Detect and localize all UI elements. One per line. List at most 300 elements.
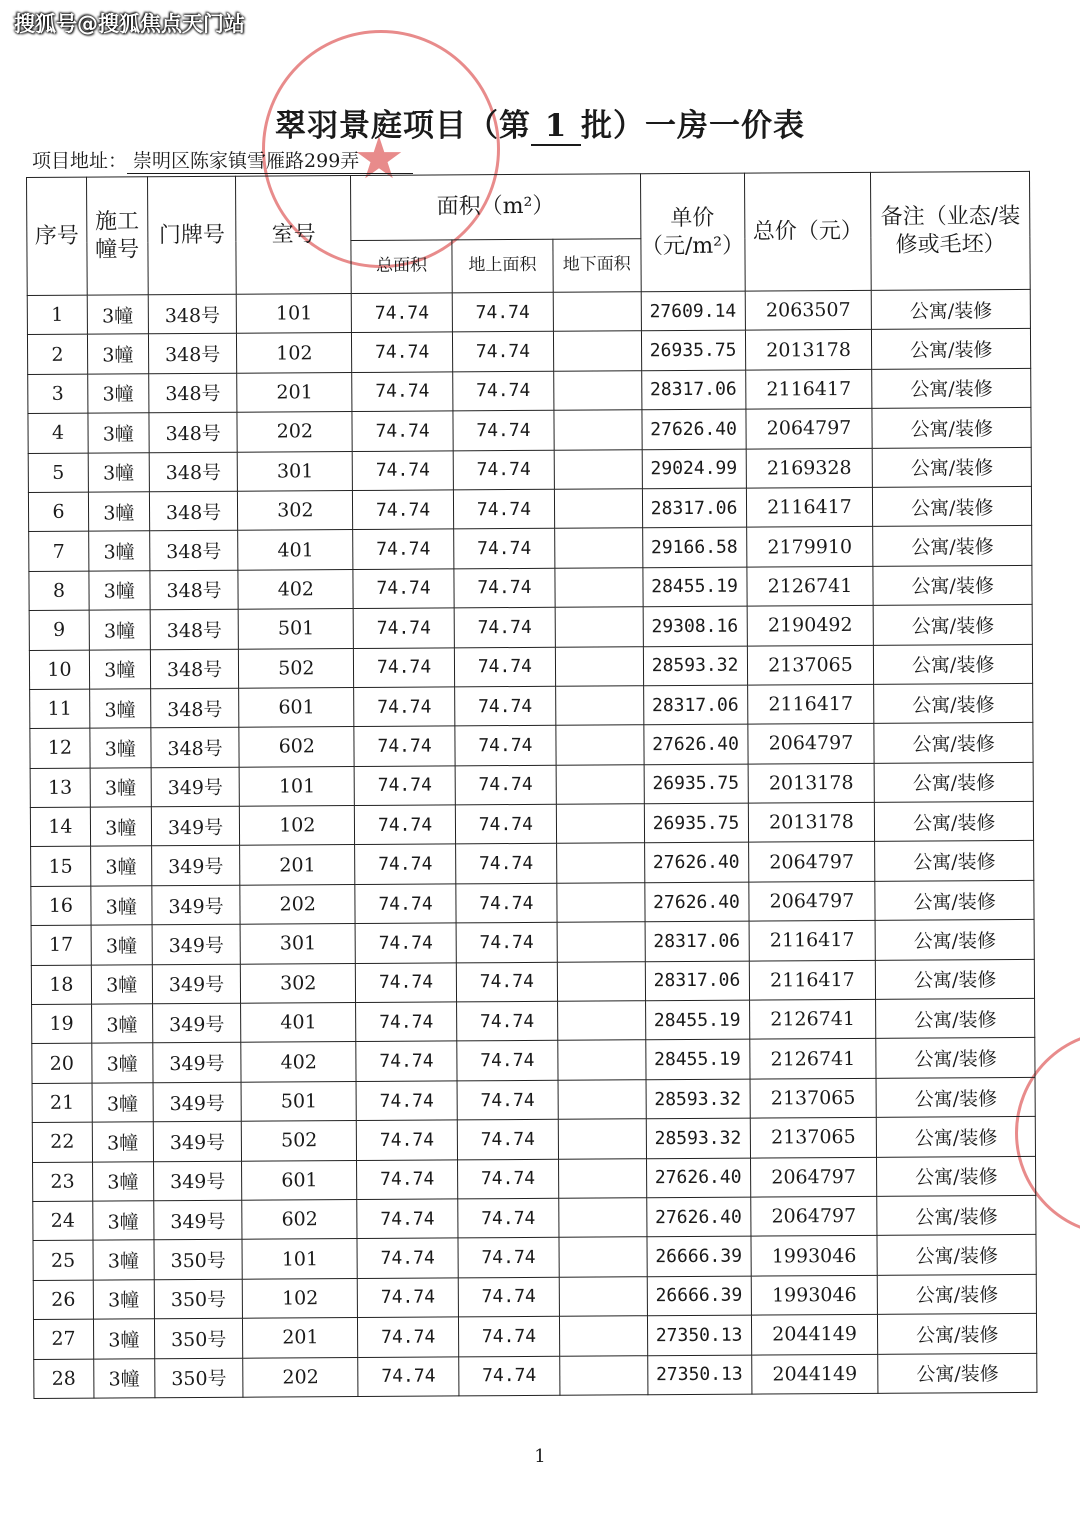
- cell-door: 349号: [152, 924, 241, 964]
- cell-total-price: 2137065: [750, 1078, 877, 1118]
- cell-building: 3幢: [92, 1122, 153, 1162]
- cell-building: 3幢: [92, 1083, 153, 1123]
- cell-above-area: 74.74: [455, 686, 556, 726]
- cell-below-area: [559, 1237, 647, 1277]
- cell-total-area: 74.74: [354, 687, 455, 727]
- header-area-group: 面积（m²）: [351, 174, 641, 241]
- project-address: [32, 146, 413, 174]
- header-room: 室号: [236, 176, 351, 295]
- cell-remark: 公寓/装修: [877, 1195, 1036, 1235]
- cell-total-price: 1993046: [751, 1275, 878, 1315]
- cell-room: 102: [240, 806, 355, 846]
- cell-total-price: 2013178: [748, 802, 875, 842]
- cell-remark: 公寓/装修: [876, 998, 1035, 1038]
- title-prefix: 翠羽景庭项目（第: [275, 108, 531, 144]
- cell-room: 501: [242, 1081, 357, 1121]
- cell-building: 3幢: [89, 649, 150, 689]
- cell-below-area: [558, 1040, 646, 1080]
- cell-above-area: 74.74: [458, 1198, 559, 1238]
- cell-total-price: 1993046: [751, 1236, 878, 1276]
- cell-total-area: 74.74: [358, 1317, 459, 1357]
- cell-below-area: [555, 686, 643, 726]
- cell-unit-price: 28455.19: [642, 567, 746, 607]
- table-row: [30, 683, 1033, 729]
- cell-door: 349号: [152, 1043, 241, 1083]
- cell-building: 3幢: [91, 925, 152, 965]
- cell-unit-price: 28317.06: [642, 488, 746, 528]
- cell-total-area: 74.74: [352, 372, 453, 412]
- cell-remark: 公寓/装修: [873, 526, 1032, 566]
- cell-building: 3幢: [93, 1240, 154, 1280]
- cell-seq: 23: [33, 1162, 93, 1202]
- cell-above-area: 74.74: [457, 1001, 558, 1041]
- cell-total-price: 2013178: [748, 763, 875, 803]
- cell-door: 349号: [152, 1003, 241, 1043]
- table-row: [29, 526, 1032, 572]
- cell-door: 350号: [154, 1318, 243, 1358]
- cell-total-price: 2169328: [746, 448, 873, 488]
- cell-below-area: [557, 961, 645, 1001]
- cell-total-area: 74.74: [355, 963, 456, 1003]
- cell-seq: 24: [33, 1201, 93, 1241]
- cell-total-price: 2064797: [746, 409, 873, 449]
- cell-below-area: [554, 410, 642, 450]
- cell-below-area: [560, 1355, 648, 1395]
- cell-room: 101: [237, 294, 352, 334]
- cell-remark: 公寓/装修: [874, 723, 1033, 763]
- cell-unit-price: 27350.13: [647, 1355, 751, 1395]
- cell-above-area: 74.74: [458, 1238, 559, 1278]
- cell-building: 3幢: [87, 295, 148, 335]
- cell-total-area: 74.74: [357, 1199, 458, 1239]
- cell-total-price: 2116417: [745, 369, 872, 409]
- cell-remark: 公寓/装修: [875, 801, 1034, 841]
- table-row: [33, 1195, 1036, 1241]
- cell-remark: 公寓/装修: [872, 368, 1031, 408]
- cell-door: 349号: [151, 846, 240, 886]
- cell-remark: 公寓/装修: [874, 683, 1033, 723]
- cell-remark: 公寓/装修: [878, 1274, 1037, 1314]
- cell-door: 348号: [149, 452, 238, 492]
- cell-above-area: 74.74: [457, 1159, 558, 1199]
- cell-unit-price: 27609.14: [641, 291, 745, 331]
- cell-remark: 公寓/装修: [877, 1117, 1036, 1157]
- table-row: [29, 604, 1032, 650]
- cell-total-price: 2126741: [746, 566, 873, 606]
- cell-unit-price: 27626.40: [644, 882, 748, 922]
- cell-above-area: 74.74: [453, 410, 554, 450]
- cell-total-area: 74.74: [352, 450, 453, 490]
- header-below-area: 地下面积: [553, 239, 641, 293]
- cell-building: 3幢: [88, 374, 149, 414]
- cell-building: 3幢: [93, 1319, 154, 1359]
- cell-building: 3幢: [89, 570, 150, 610]
- cell-unit-price: 28455.19: [645, 1040, 749, 1080]
- cell-seq: 21: [32, 1083, 92, 1123]
- table-row: [32, 998, 1035, 1044]
- cell-unit-price: 28317.06: [645, 921, 749, 961]
- cell-door: 348号: [149, 491, 238, 531]
- cell-unit-price: 29024.99: [642, 449, 746, 489]
- address-label: 项目地址：: [32, 150, 128, 172]
- cell-seq: 17: [31, 925, 91, 965]
- cell-above-area: 74.74: [452, 292, 553, 332]
- cell-above-area: 74.74: [456, 962, 557, 1002]
- table-body: [27, 289, 1037, 1398]
- cell-total-price: 2116417: [749, 921, 876, 961]
- cell-room: 201: [237, 372, 352, 412]
- cell-below-area: [559, 1276, 647, 1316]
- address-value: 崇明区陈家镇雪雁路299弄: [127, 146, 413, 174]
- cell-room: 402: [241, 1042, 356, 1082]
- cell-unit-price: 29166.58: [642, 527, 746, 567]
- table-row: [32, 1077, 1035, 1123]
- table-row: [28, 486, 1031, 532]
- cell-total-area: 74.74: [356, 1081, 457, 1121]
- cell-building: 3幢: [89, 531, 150, 571]
- cell-door: 350号: [154, 1240, 243, 1280]
- cell-total-area: 74.74: [357, 1159, 458, 1199]
- table-row: [28, 447, 1031, 493]
- cell-building: 3幢: [90, 767, 151, 807]
- cell-total-price: 2137065: [747, 645, 874, 685]
- table-row: [31, 920, 1034, 966]
- cell-seq: 15: [31, 847, 91, 887]
- cell-building: 3幢: [90, 846, 151, 886]
- header-unit-price: 单价（元/m²）: [640, 173, 745, 292]
- cell-seq: 25: [33, 1240, 93, 1280]
- price-table: [26, 171, 1037, 1399]
- cell-above-area: 74.74: [453, 450, 554, 490]
- table-header-row: [27, 171, 1030, 242]
- cell-remark: 公寓/装修: [875, 880, 1034, 920]
- cell-above-area: 74.74: [454, 607, 555, 647]
- cell-below-area: [557, 1001, 645, 1041]
- cell-door: 348号: [150, 649, 239, 689]
- cell-total-price: 2064797: [750, 1157, 877, 1197]
- cell-door: 348号: [149, 412, 238, 452]
- cell-remark: 公寓/装修: [872, 289, 1031, 329]
- cell-above-area: 74.74: [456, 883, 557, 923]
- cell-door: 348号: [148, 294, 237, 334]
- cell-room: 301: [241, 924, 356, 964]
- cell-above-area: 74.74: [453, 489, 554, 529]
- cell-door: 350号: [154, 1279, 243, 1319]
- cell-door: 350号: [154, 1358, 243, 1398]
- cell-building: 3幢: [89, 689, 150, 729]
- cell-above-area: 74.74: [455, 765, 556, 805]
- table-row: [30, 801, 1033, 847]
- cell-remark: 公寓/装修: [875, 841, 1034, 881]
- cell-remark: 公寓/装修: [876, 1038, 1035, 1078]
- cell-seq: 2: [27, 335, 87, 375]
- cell-above-area: 74.74: [455, 726, 556, 766]
- cell-unit-price: 27626.40: [643, 724, 747, 764]
- header-door: 门牌号: [147, 176, 237, 295]
- cell-seq: 4: [28, 413, 88, 453]
- table-row: [31, 880, 1034, 926]
- cell-seq: 11: [30, 689, 90, 729]
- cell-building: 3幢: [92, 1043, 153, 1083]
- cell-unit-price: 29308.16: [643, 606, 747, 646]
- cell-total-price: 2116417: [749, 960, 876, 1000]
- cell-door: 348号: [150, 570, 239, 610]
- cell-room: 401: [238, 530, 353, 570]
- cell-building: 3幢: [87, 334, 148, 374]
- cell-unit-price: 27626.40: [641, 409, 745, 449]
- header-remark: 备注（业态/装修或毛坯）: [871, 171, 1030, 290]
- cell-total-price: 2126741: [749, 999, 876, 1039]
- cell-above-area: 74.74: [457, 1119, 558, 1159]
- header-building: 施工幢号: [86, 177, 148, 295]
- cell-building: 3幢: [89, 610, 150, 650]
- cell-total-area: 74.74: [351, 293, 452, 333]
- table-row: [33, 1235, 1036, 1281]
- cell-total-price: 2064797: [747, 724, 874, 764]
- cell-remark: 公寓/装修: [873, 447, 1032, 487]
- cell-total-area: 74.74: [352, 411, 453, 451]
- cell-total-area: 74.74: [355, 844, 456, 884]
- cell-remark: 公寓/装修: [874, 604, 1033, 644]
- cell-remark: 公寓/装修: [877, 1156, 1036, 1196]
- cell-total-price: 2064797: [750, 1196, 877, 1236]
- cell-below-area: [553, 371, 641, 411]
- cell-above-area: 74.74: [458, 1316, 559, 1356]
- cell-door: 349号: [153, 1161, 242, 1201]
- cell-room: 402: [238, 569, 353, 609]
- table-row: [29, 644, 1032, 690]
- cell-below-area: [554, 489, 642, 529]
- cell-below-area: [556, 804, 644, 844]
- table-row: [33, 1156, 1036, 1202]
- cell-unit-price: 28317.06: [641, 370, 745, 410]
- cell-door: 349号: [152, 964, 241, 1004]
- table-row: [33, 1314, 1036, 1360]
- cell-unit-price: 26935.75: [644, 803, 748, 843]
- cell-building: 3幢: [88, 413, 149, 453]
- cell-seq: 3: [28, 374, 88, 414]
- cell-room: 502: [242, 1121, 357, 1161]
- cell-remark: 公寓/装修: [875, 920, 1034, 960]
- cell-seq: 18: [31, 965, 91, 1005]
- cell-unit-price: 27626.40: [646, 1197, 750, 1237]
- cell-below-area: [557, 883, 645, 923]
- cell-below-area: [556, 843, 644, 883]
- cell-total-area: 74.74: [357, 1278, 458, 1318]
- title-batch-number: 1: [531, 108, 581, 146]
- cell-total-area: 74.74: [354, 726, 455, 766]
- table-row: [30, 723, 1033, 769]
- cell-total-area: 74.74: [353, 490, 454, 530]
- cell-above-area: 74.74: [457, 1080, 558, 1120]
- cell-total-area: 74.74: [356, 1041, 457, 1081]
- cell-total-price: 2064797: [748, 881, 875, 921]
- cell-seq: 19: [32, 1004, 92, 1044]
- cell-door: 348号: [151, 728, 240, 768]
- table-row: [33, 1274, 1036, 1320]
- cell-total-area: 74.74: [355, 923, 456, 963]
- cell-below-area: [559, 1316, 647, 1356]
- cell-total-area: 74.74: [354, 766, 455, 806]
- cell-below-area: [557, 922, 645, 962]
- cell-below-area: [558, 1158, 646, 1198]
- cell-door: 348号: [148, 373, 237, 413]
- cell-unit-price: 28593.32: [643, 646, 747, 686]
- cell-total-area: 74.74: [354, 647, 455, 687]
- header-total-price: 总价（元）: [744, 172, 872, 291]
- cell-above-area: 74.74: [456, 844, 557, 884]
- cell-door: 349号: [151, 806, 240, 846]
- cell-remark: 公寓/装修: [876, 959, 1035, 999]
- page-number: 1: [534, 1446, 546, 1467]
- cell-room: 501: [239, 609, 354, 649]
- cell-room: 101: [240, 766, 355, 806]
- cell-seq: 20: [32, 1044, 92, 1084]
- table-row: [31, 841, 1034, 887]
- cell-seq: 26: [33, 1280, 93, 1320]
- cell-room: 201: [240, 845, 355, 885]
- cell-seq: 9: [29, 610, 89, 650]
- header-above-area: 地上面积: [452, 239, 553, 293]
- cell-building: 3幢: [93, 1201, 154, 1241]
- header-total-area: 总面积: [351, 240, 452, 294]
- cell-door: 348号: [150, 609, 239, 649]
- cell-door: 348号: [150, 688, 239, 728]
- cell-unit-price: 28455.19: [645, 1000, 749, 1040]
- cell-above-area: 74.74: [456, 923, 557, 963]
- cell-building: 3幢: [92, 1161, 153, 1201]
- seal-star-icon: ★: [353, 124, 405, 192]
- cell-below-area: [558, 1080, 646, 1120]
- cell-remark: 公寓/装修: [878, 1353, 1037, 1393]
- cell-room: 401: [241, 1003, 356, 1043]
- cell-building: 3幢: [94, 1358, 155, 1398]
- cell-below-area: [558, 1119, 646, 1159]
- cell-room: 602: [239, 727, 354, 767]
- cell-building: 3幢: [88, 452, 149, 492]
- cell-building: 3幢: [91, 886, 152, 926]
- cell-below-area: [556, 764, 644, 804]
- cell-total-price: 2064797: [748, 842, 875, 882]
- cell-room: 202: [237, 412, 352, 452]
- cell-total-price: 2116417: [747, 684, 874, 724]
- cell-room: 502: [239, 648, 354, 688]
- cell-below-area: [559, 1198, 647, 1238]
- table-row: [32, 1038, 1035, 1084]
- cell-total-area: 74.74: [353, 608, 454, 648]
- cell-building: 3幢: [90, 807, 151, 847]
- cell-room: 601: [242, 1160, 357, 1200]
- cell-door: 349号: [153, 1082, 242, 1122]
- cell-building: 3幢: [91, 964, 152, 1004]
- cell-total-area: 74.74: [355, 805, 456, 845]
- cell-building: 3幢: [93, 1280, 154, 1320]
- cell-room: 202: [240, 884, 355, 924]
- cell-building: 3幢: [90, 728, 151, 768]
- cell-room: 601: [239, 687, 354, 727]
- cell-seq: 13: [30, 768, 90, 808]
- cell-total-area: 74.74: [355, 884, 456, 924]
- cell-unit-price: 28593.32: [646, 1079, 750, 1119]
- cell-room: 102: [237, 333, 352, 373]
- cell-seq: 22: [32, 1122, 92, 1162]
- cell-door: 348号: [149, 531, 238, 571]
- cell-total-price: 2044149: [751, 1354, 878, 1394]
- table-row: [31, 959, 1034, 1005]
- cell-room: 101: [242, 1239, 357, 1279]
- cell-door: 349号: [151, 767, 240, 807]
- cell-below-area: [555, 646, 643, 686]
- cell-below-area: [554, 449, 642, 489]
- cell-below-area: [556, 725, 644, 765]
- cell-remark: 公寓/装修: [873, 565, 1032, 605]
- cell-room: 602: [242, 1199, 357, 1239]
- table-row: [34, 1353, 1037, 1399]
- cell-building: 3幢: [88, 492, 149, 532]
- cell-room: 302: [241, 963, 356, 1003]
- cell-below-area: [554, 528, 642, 568]
- cell-total-area: 74.74: [356, 1002, 457, 1042]
- cell-unit-price: 28317.06: [645, 961, 749, 1001]
- cell-total-area: 74.74: [353, 529, 454, 569]
- table-row: [28, 408, 1031, 454]
- cell-unit-price: 27350.13: [647, 1315, 751, 1355]
- table-row: [27, 289, 1030, 335]
- cell-total-area: 74.74: [352, 332, 453, 372]
- cell-unit-price: 26935.75: [644, 764, 748, 804]
- cell-above-area: 74.74: [454, 647, 555, 687]
- cell-door: 349号: [153, 1200, 242, 1240]
- document-title: [0, 100, 1080, 146]
- cell-building: 3幢: [91, 1004, 152, 1044]
- cell-total-price: 2137065: [750, 1118, 877, 1158]
- cell-seq: 7: [29, 531, 89, 571]
- cell-total-area: 74.74: [356, 1120, 457, 1160]
- cell-total-price: 2044149: [751, 1314, 878, 1354]
- cell-room: 201: [243, 1318, 358, 1358]
- cell-seq: 28: [34, 1359, 94, 1399]
- cell-unit-price: 27626.40: [644, 843, 748, 883]
- cell-unit-price: 27626.40: [646, 1158, 750, 1198]
- cell-total-area: 74.74: [357, 1238, 458, 1278]
- cell-above-area: 74.74: [452, 332, 553, 372]
- cell-above-area: 74.74: [454, 568, 555, 608]
- cell-unit-price: 26666.39: [647, 1276, 751, 1316]
- cell-room: 202: [243, 1357, 358, 1397]
- cell-above-area: 74.74: [454, 529, 555, 569]
- cell-seq: 12: [30, 728, 90, 768]
- cell-total-area: 74.74: [353, 569, 454, 609]
- cell-room: 302: [238, 490, 353, 530]
- cell-door: 348号: [148, 334, 237, 374]
- cell-total-price: 2116417: [746, 487, 873, 527]
- cell-remark: 公寓/装修: [874, 644, 1033, 684]
- table-row: [28, 368, 1031, 414]
- cell-below-area: [553, 331, 641, 371]
- cell-above-area: 74.74: [455, 804, 556, 844]
- cell-seq: 14: [30, 807, 90, 847]
- cell-remark: 公寓/装修: [872, 329, 1031, 369]
- cell-remark: 公寓/装修: [876, 1077, 1035, 1117]
- cell-above-area: 74.74: [459, 1356, 560, 1396]
- cell-total-price: 2063507: [745, 290, 872, 330]
- title-suffix: 批）一房一价表: [581, 108, 805, 144]
- cell-total-area: 74.74: [358, 1356, 459, 1396]
- cell-remark: 公寓/装修: [873, 486, 1032, 526]
- cell-seq: 1: [27, 295, 87, 335]
- cell-remark: 公寓/装修: [877, 1235, 1036, 1275]
- cell-unit-price: 26935.75: [641, 331, 745, 371]
